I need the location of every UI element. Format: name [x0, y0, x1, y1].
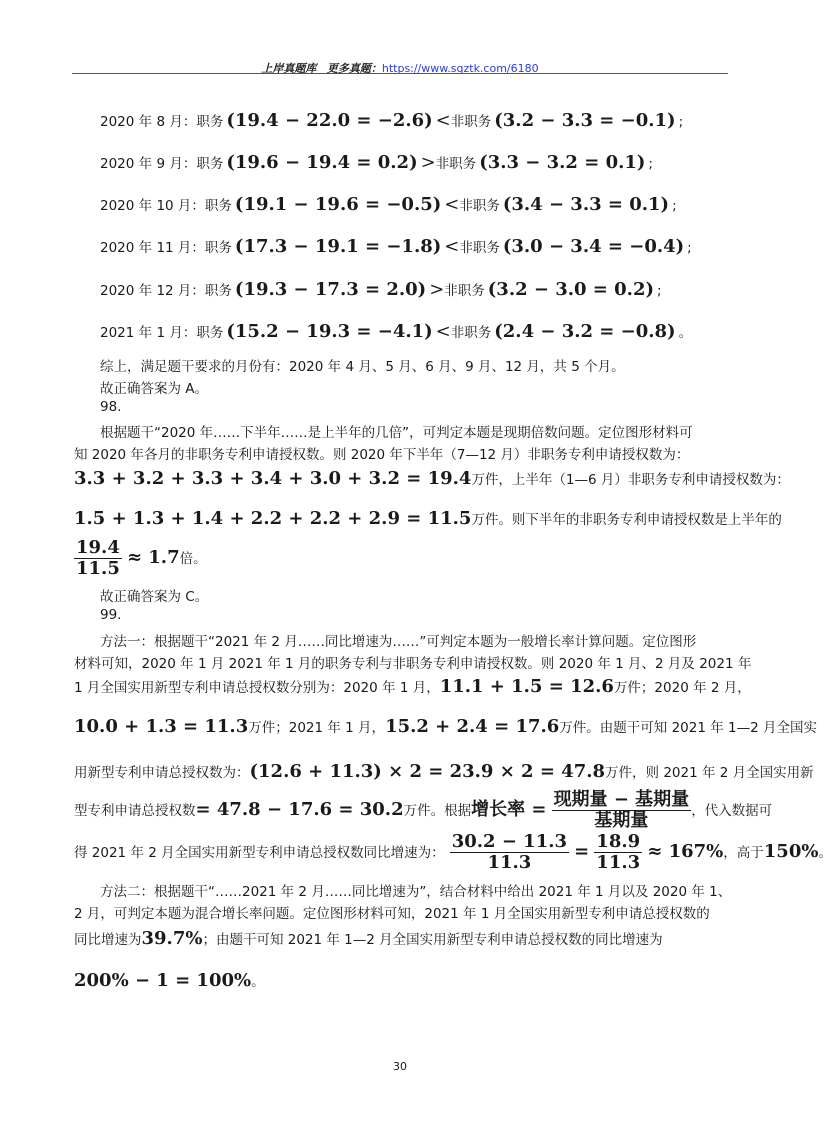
- monthly-end: ;: [672, 198, 677, 214]
- monthly-date: 2021 年 1 月：: [100, 325, 197, 341]
- q98-sum-line-1: [74, 468, 790, 489]
- q98-para-line-2: 知 2020 年各月的非职务专利申请授权数。则 2020 年下半年（7—12 月）非职务专利申请授权数为：: [74, 447, 690, 463]
- monthly-a-label: 职务: [196, 114, 224, 130]
- monthly-date: 2020 年 9 月：: [100, 156, 197, 172]
- q99-calc-approx: ≈ 167%: [647, 841, 724, 862]
- monthly-a-expr: (15.2 − 19.3 = −4.1): [226, 321, 433, 342]
- q99-calc2-numerator: 18.9: [596, 831, 641, 852]
- q99-m2-line-4: [74, 970, 265, 991]
- growth-formula-denominator: 基期量: [594, 810, 649, 831]
- q98-sum2-expr: 1.5 + 1.3 + 1.4 + 2.2 + 2.2 + 2.9 = 11.5: [74, 508, 472, 529]
- monthly-a-label: 职务: [204, 240, 232, 256]
- q98-sum1-text: 万件，上半年（1—6 月）非职务专利申请授权数为：: [471, 472, 790, 488]
- monthly-a-label: 职务: [204, 198, 232, 214]
- monthly-a-label: 职务: [196, 156, 224, 172]
- monthly-date: 2020 年 11 月：: [100, 240, 205, 256]
- q99-m1-line6-mid: 万件。根据: [403, 803, 472, 819]
- q99-m1-line-6: [74, 790, 772, 831]
- q98-sum-line-2: [74, 508, 782, 529]
- monthly-b-label: 非职务: [450, 114, 492, 130]
- q99-m1-line-5: [74, 761, 814, 782]
- monthly-operator: <: [444, 236, 460, 257]
- growth-rate-formula-fraction: [552, 790, 692, 831]
- q99-m2-line-2: 2 月，可判定本题为混合增长率问题。定位图形材料可知，2021 年 1 月全国实用新型专利申请总授权数的: [74, 906, 710, 922]
- q99-m2-line3-expr: 39.7%: [141, 928, 203, 949]
- q99-m1-line6-expr: = 47.8 − 17.6 = 30.2: [195, 799, 404, 820]
- monthly-line: [100, 194, 677, 215]
- q99-calc-equals: =: [574, 841, 590, 862]
- q99-m2-line4-expr: 200% − 1 = 100%: [74, 970, 252, 991]
- q98-ratio-fraction: [74, 538, 122, 579]
- monthly-a-label: 职务: [196, 325, 224, 341]
- q98-approx: ≈ 1.7: [126, 547, 180, 568]
- q98-approx-unit: 倍。: [179, 551, 207, 567]
- q99-calc-tail-expr: 150%: [763, 841, 819, 862]
- question-98-number: 98.: [100, 399, 122, 415]
- q98-sum2-text: 万件。则下半年的非职务专利申请授权数是上半年的: [471, 512, 782, 528]
- question-99-number: 99.: [100, 607, 122, 623]
- monthly-line: [100, 321, 692, 342]
- q99-m1-line4-text1: 万件；2021 年 1 月，: [248, 720, 386, 736]
- answer-97: 故正确答案为 A。: [100, 381, 209, 397]
- monthly-date: 2020 年 8 月：: [100, 114, 197, 130]
- q99-calc-fraction-1: [450, 832, 569, 873]
- monthly-b-label: 非职务: [444, 283, 485, 299]
- monthly-a-expr: (17.3 − 19.1 = −1.8): [234, 236, 442, 257]
- q99-m1-line5-tail: 万件，则 2021 年 2 月全国实用新: [605, 765, 814, 781]
- monthly-b-label: 非职务: [435, 156, 477, 172]
- q99-m2-line-1: 方法二：根据题干“……2021 年 2 月……同比增速为”，结合材料中给出 2021 年 1 月以及 2020 年 1、: [100, 884, 732, 900]
- q98-para-line-1: 根据题干“2020 年……下半年……是上半年的几倍”，可判定本题是现期倍数问题。定位图形材料可: [100, 425, 693, 441]
- q99-m1-line4-expr2: 15.2 + 2.4 = 17.6: [385, 716, 560, 737]
- q99-calc-tail-text: ，高于: [723, 845, 764, 861]
- q99-m2-line3-text: 同比增速为: [74, 932, 142, 948]
- page-number: 30: [393, 1060, 407, 1073]
- q99-m1-line3-tail: 万件；2020 年 2 月，: [613, 680, 751, 696]
- q99-calc-denominator: 11.3: [487, 852, 532, 873]
- source-link[interactable]: https://www.sqztk.com/6180: [381, 62, 539, 75]
- monthly-end: ;: [678, 114, 684, 130]
- answer-98: 故正确答案为 C。: [100, 589, 209, 605]
- monthly-b-label: 非职务: [459, 198, 500, 214]
- q98-sum1-expr: 3.3 + 3.2 + 3.3 + 3.4 + 3.0 + 3.2 = 19.4: [74, 468, 472, 489]
- monthly-b-expr: (3.4 − 3.3 = 0.1): [502, 194, 670, 215]
- q99-m1-line6-tail: ，代入数据可: [691, 803, 773, 819]
- q99-m1-line-4: [74, 716, 817, 737]
- q99-m1-line4-expr1: 10.0 + 1.3 = 11.3: [74, 716, 249, 737]
- q99-calc-end: 。: [818, 845, 832, 861]
- monthly-end: ;: [657, 283, 662, 299]
- q98-frac-denominator: 11.5: [76, 558, 120, 579]
- monthly-a-expr: (19.6 − 19.4 = 0.2): [226, 152, 418, 173]
- q99-calc2-denominator: 11.3: [596, 852, 641, 873]
- monthly-b-label: 非职务: [459, 240, 500, 256]
- growth-formula-numerator: 现期量 − 基期量: [553, 789, 690, 810]
- monthly-b-expr: (3.2 − 3.0 = 0.2): [487, 279, 654, 300]
- monthly-a-expr: (19.4 − 22.0 = −2.6): [226, 110, 433, 131]
- monthly-line: [100, 110, 683, 131]
- monthly-end: ;: [687, 240, 692, 256]
- monthly-b-expr: (3.2 − 3.3 = −0.1): [494, 110, 676, 131]
- monthly-operator: <: [435, 110, 451, 131]
- monthly-line: [100, 279, 662, 300]
- q99-m1-line-7: [74, 832, 832, 873]
- q99-calc-numerator: 30.2 − 11.3: [451, 831, 568, 852]
- monthly-operator: >: [420, 152, 436, 173]
- header-divider: [72, 73, 728, 74]
- monthly-a-label: 职务: [204, 283, 232, 299]
- q99-m1-line7-text: 得 2021 年 2 月全国实用新型专利申请总授权数同比增速为：: [74, 845, 445, 861]
- monthly-operator: >: [429, 279, 445, 300]
- q99-m1-line5-text: 用新型专利申请总授权数为：: [74, 765, 250, 781]
- q98-frac-numerator: 19.4: [76, 537, 120, 558]
- q99-m1-line-2: 材料可知，2020 年 1 月 2021 年 1 月的职务专利与非职务专利申请授权数。则 2020 年 1 月、2 月及 2021 年: [74, 656, 752, 672]
- q99-m2-line4-end: 。: [251, 974, 265, 990]
- q99-m1-line3-expr: 11.1 + 1.5 = 12.6: [439, 676, 614, 697]
- brand-name: 上岸真题库: [261, 62, 317, 75]
- monthly-operator: <: [435, 321, 451, 342]
- monthly-a-expr: (19.1 − 19.6 = −0.5): [234, 194, 442, 215]
- q98-ratio-line: [74, 538, 207, 579]
- q99-m1-line4-text2: 万件。由题干可知 2021 年 1—2 月全国实: [559, 720, 817, 736]
- q99-m1-line-1: 方法一：根据题干“2021 年 2 月……同比增速为……”可判定本题为一般增长率计算问题。定位图形: [100, 634, 697, 650]
- monthly-line: [100, 236, 692, 257]
- monthly-b-expr: (3.0 − 3.4 = −0.4): [502, 236, 685, 257]
- q99-m1-line-3: [74, 676, 751, 697]
- q99-calc-fraction-2: [594, 832, 642, 873]
- q99-m2-line-3: [74, 928, 663, 949]
- monthly-b-expr: (3.3 − 3.2 = 0.1): [479, 152, 646, 173]
- monthly-b-expr: (2.4 − 3.2 = −0.8): [494, 321, 676, 342]
- monthly-date: 2020 年 12 月：: [100, 283, 205, 299]
- monthly-date: 2020 年 10 月：: [100, 198, 205, 214]
- growth-rate-formula-lhs: 增长率 =: [471, 799, 547, 820]
- q99-m1-line6-text: 型专利申请总授权数: [74, 803, 196, 819]
- monthly-operator: <: [444, 194, 460, 215]
- q99-m2-line3-tail: ；由题干可知 2021 年 1—2 月全国实用新型专利申请总授权数的同比增速为: [202, 932, 663, 948]
- more-label: 更多真题：: [326, 62, 382, 75]
- monthly-end: 。: [678, 325, 693, 341]
- q99-m1-line3-text: 1 月全国实用新型专利申请总授权数分别为：2020 年 1 月，: [74, 680, 440, 696]
- monthly-end: ;: [648, 156, 653, 172]
- q99-m1-line5-expr: (12.6 + 11.3) × 2 = 23.9 × 2 = 47.8: [249, 761, 606, 782]
- monthly-b-label: 非职务: [450, 325, 492, 341]
- monthly-line: [100, 152, 653, 173]
- summary-97: 综上，满足题干要求的月份有：2020 年 4 月、5 月、6 月、9 月、12 月，共 5 个月。: [100, 359, 625, 375]
- monthly-a-expr: (19.3 − 17.3 = 2.0): [234, 279, 427, 300]
